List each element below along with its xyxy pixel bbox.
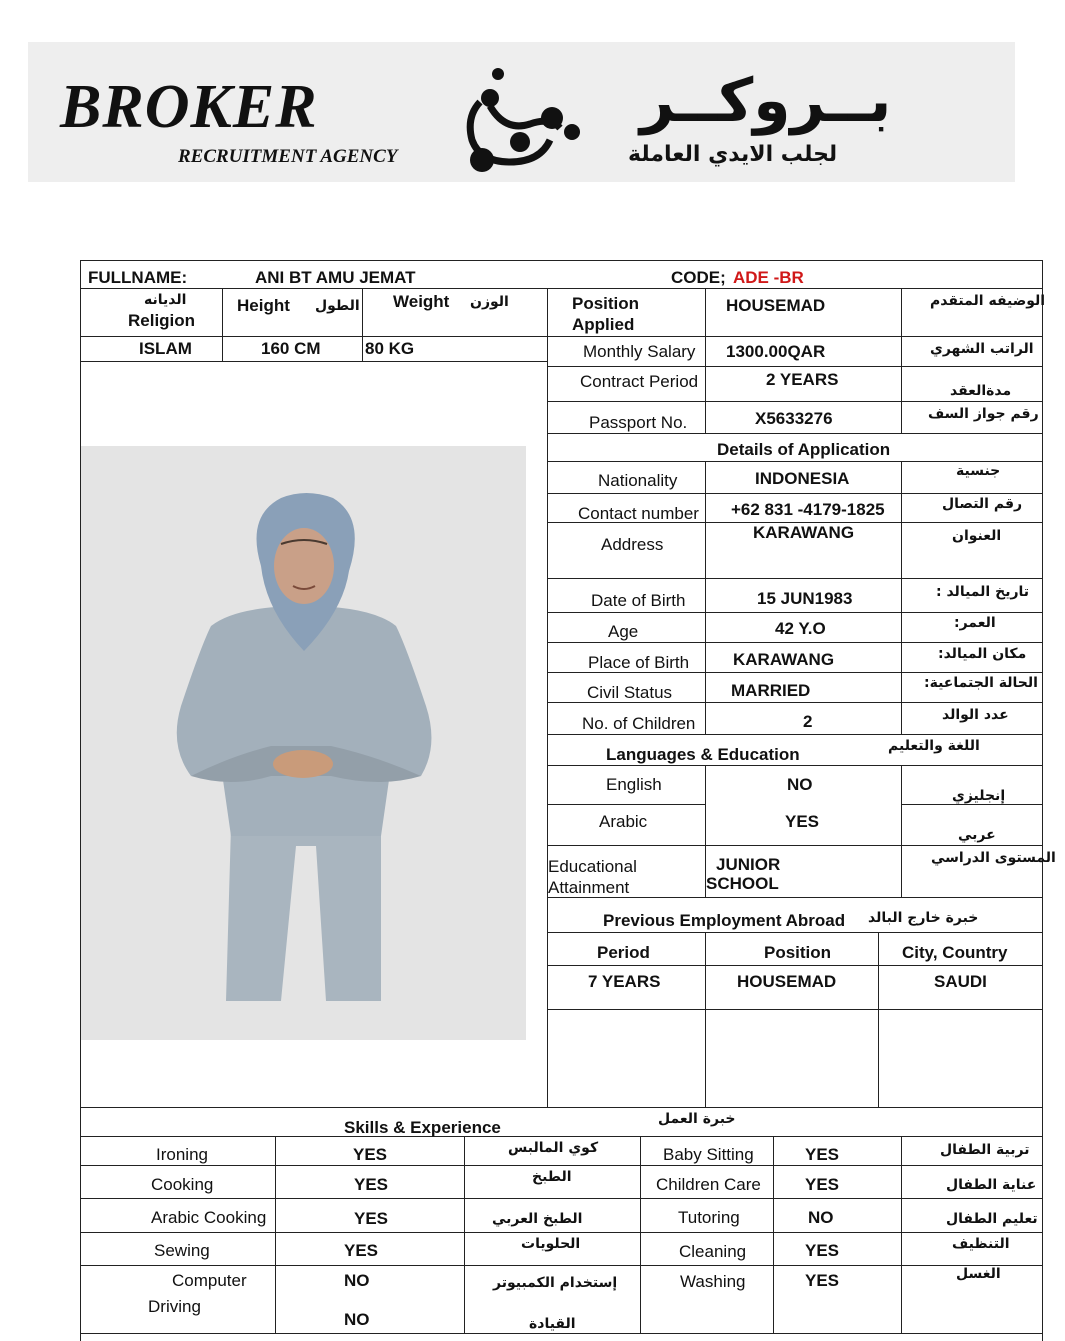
skill-computer-value: NO	[344, 1271, 370, 1290]
religion-ar: الديانه	[144, 292, 187, 308]
arabic-value: YES	[785, 812, 820, 831]
weight-ar: الوزن	[470, 294, 509, 310]
brand-name-en: BROKER	[60, 73, 318, 141]
skill-sewing-ar: الحلويات	[521, 1236, 581, 1252]
address-label: Address	[601, 535, 664, 554]
passport-label: Passport No.	[589, 413, 688, 432]
skill-tutoring-ar: تعليم الطفال	[946, 1211, 1038, 1227]
skill-tutoring-value: NO	[808, 1208, 834, 1227]
nationality-value: INDONESIA	[755, 469, 850, 488]
languages-heading-ar: اللغة والتعليم	[888, 738, 980, 754]
employment-heading-ar: خبرة خارج البالد	[868, 910, 979, 926]
skill-driving-ar: القيادة	[529, 1316, 576, 1332]
skill-cooking-value: YES	[354, 1175, 389, 1194]
weight-label: Weight	[393, 292, 450, 311]
skill-driving-label: Driving	[148, 1297, 201, 1316]
nationality-label: Nationality	[598, 471, 678, 490]
skill-washing-ar: الغسل	[956, 1266, 1001, 1282]
civil-label: Civil Status	[587, 683, 673, 702]
skill-cleaning-ar: التنظيف	[952, 1236, 1010, 1252]
fullname-label: FULLNAME:	[88, 268, 188, 287]
children-label: No. of Children	[582, 714, 696, 733]
skill-computer-ar: إستخدام الكمبيوتر	[493, 1275, 618, 1291]
height-ar: الطول	[315, 298, 360, 314]
skill-ironing-value: YES	[353, 1145, 388, 1164]
pob-label: Place of Birth	[588, 653, 690, 672]
education-value-2: SCHOOL	[706, 874, 779, 893]
skill-arabic-cooking-value: YES	[354, 1209, 389, 1228]
religion-value: ISLAM	[139, 339, 192, 358]
english-value: NO	[787, 775, 813, 794]
pob-ar: مكان الميالد:	[938, 646, 1027, 662]
linked-circles-logo-icon	[460, 62, 590, 187]
position-value: HOUSEMAD	[726, 296, 826, 315]
children-ar: عدد الوالد	[942, 707, 1009, 723]
skill-children-care-value: YES	[805, 1175, 840, 1194]
address-value: KARAWANG	[753, 523, 855, 542]
skills-heading: Skills & Experience	[344, 1118, 501, 1137]
skill-washing-value: YES	[805, 1271, 840, 1290]
skill-driving-value: NO	[344, 1310, 370, 1329]
dob-label: Date of Birth	[591, 591, 686, 610]
skill-baby-sitting-label: Baby Sitting	[663, 1145, 754, 1164]
age-value: 42 Y.O	[775, 619, 826, 638]
contract-ar: مدةالعقد	[950, 383, 1012, 399]
height-value: 160 CM	[261, 339, 321, 358]
skill-sewing-label: Sewing	[154, 1241, 210, 1260]
skill-children-care-label: Children Care	[656, 1175, 761, 1194]
skill-arabic-cooking-label: Arabic Cooking	[151, 1208, 267, 1227]
contact-ar: رقم التصال	[942, 496, 1023, 512]
education-ar: المستوى الدراسي	[931, 850, 1056, 866]
code-label: CODE;	[671, 268, 726, 287]
position-ar: الوضيفه المتقدم	[930, 293, 1046, 309]
age-ar: العمر:	[954, 615, 996, 631]
arabic-ar: عربي	[958, 827, 996, 843]
contact-label: Contact number	[578, 504, 699, 523]
brand-subtitle-ar: لجلب الايدي العاملة	[628, 142, 838, 167]
age-label: Age	[608, 622, 639, 641]
education-label-1: Educational	[548, 857, 637, 876]
weight-value: 80 KG	[365, 339, 415, 358]
employment-col-period: Period	[597, 943, 650, 962]
applicant-photo	[81, 446, 526, 1040]
children-value: 2	[803, 712, 813, 731]
salary-label: Monthly Salary	[583, 342, 696, 361]
skill-baby-sitting-ar: تربية الطفال	[940, 1142, 1030, 1158]
employment-period-value: 7 YEARS	[588, 972, 661, 991]
height-label: Height	[237, 296, 290, 315]
education-label-2: Attainment	[548, 878, 630, 897]
civil-value: MARRIED	[731, 681, 811, 700]
skill-children-care-ar: عناية الطفال	[946, 1177, 1037, 1193]
nationality-ar: جنسية	[956, 463, 1001, 479]
address-ar: العنوان	[952, 528, 1002, 544]
passport-ar: رقم جواز السف	[928, 406, 1039, 422]
code-value: ADE -BR	[733, 268, 804, 287]
employment-city-value: SAUDI	[934, 972, 987, 991]
employment-position-value: HOUSEMAD	[737, 972, 837, 991]
arabic-label: Arabic	[599, 812, 648, 831]
skill-cooking-label: Cooking	[151, 1175, 214, 1194]
dob-ar: تاريخ الميالد :	[936, 584, 1030, 600]
skill-cooking-ar: الطبخ	[532, 1169, 572, 1185]
skill-tutoring-label: Tutoring	[678, 1208, 740, 1227]
english-ar: إنجليزي	[952, 788, 1006, 804]
skill-cleaning-label: Cleaning	[679, 1242, 747, 1261]
fullname-value: ANI BT AMU JEMAT	[255, 268, 416, 287]
civil-ar: الحالة الجتماعية:	[924, 675, 1038, 691]
religion-label: Religion	[128, 311, 196, 330]
passport-value: X5633276	[755, 409, 833, 428]
skill-baby-sitting-value: YES	[805, 1145, 840, 1164]
employment-col-position: Position	[764, 943, 832, 962]
contract-label: Contract Period	[580, 372, 699, 391]
applicant-photo-icon	[81, 446, 526, 1040]
position-label-1: Position	[572, 294, 640, 313]
skill-sewing-value: YES	[344, 1241, 379, 1260]
employment-heading: Previous Employment Abroad	[603, 911, 846, 930]
employment-col-city: City, Country	[902, 943, 1008, 962]
salary-ar: الراتب الشهري	[930, 341, 1034, 357]
skills-heading-ar: خبرة العمل	[658, 1111, 736, 1127]
position-label-2: Applied	[572, 315, 635, 334]
contact-value: +62 831 -4179-1825	[731, 500, 885, 519]
salary-value: 1300.00QAR	[726, 342, 826, 361]
skill-arabic-cooking-ar: الطبخ العربي	[492, 1211, 583, 1227]
skill-cleaning-value: YES	[805, 1241, 840, 1260]
skill-washing-label: Washing	[680, 1272, 746, 1291]
brand-name-ar: بــروكــر	[640, 66, 892, 136]
english-label: English	[606, 775, 662, 794]
skill-ironing-label: Ironing	[156, 1145, 208, 1164]
skill-computer-label: Computer	[172, 1271, 247, 1290]
skill-ironing-ar: كوي المالبس	[508, 1140, 599, 1156]
dob-value: 15 JUN1983	[757, 589, 853, 608]
languages-heading: Languages & Education	[606, 745, 800, 764]
pob-value: KARAWANG	[733, 650, 835, 669]
details-heading: Details of Application	[717, 440, 891, 459]
contract-value: 2 YEARS	[766, 370, 839, 389]
brand-subtitle-en: RECRUITMENT AGENCY	[178, 146, 398, 167]
education-value-1: JUNIOR	[716, 855, 781, 874]
